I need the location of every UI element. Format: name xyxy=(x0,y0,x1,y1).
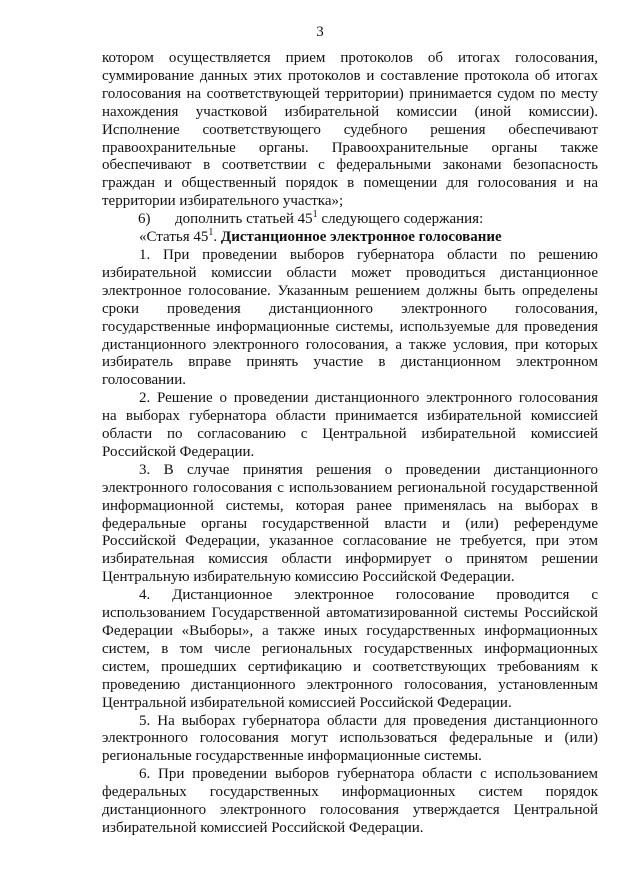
item-text: дополнить статьей 45 xyxy=(175,211,313,228)
item-superscript: 1 xyxy=(312,209,318,221)
article-dot: . xyxy=(213,229,221,246)
document-body xyxy=(102,50,598,838)
article-paragraph-3: 3. В случае принятия решения о проведении дистанционного электронного голосования с использованием региональной государственной информационной системы, которая ранее применялась на выборах в федеральные органы государственной власти и (или) референдуме Российской Федерации, указанное согласование не требуется, при этом избирательная комиссия области информирует о принятом решении Центральную избирательную комиссию Российской Федерации. xyxy=(102,461,598,586)
article-title: Дистанционное электронное голосование xyxy=(220,229,502,246)
item-marker: 6) xyxy=(138,211,151,228)
article-paragraph-6: 6. При проведении выборов губернатора области с использованием федеральных государственных информационных систем порядок дистанционного электронного голосования утверждается Центральной избирательной комиссией Российской Федерации. xyxy=(102,766,598,836)
article-heading xyxy=(102,229,598,247)
page-number: 3 xyxy=(316,24,324,40)
article-paragraph-5: 5. На выборах губернатора области для проведения дистанционного электронного голосования могут использоваться федеральные и (или) региональные государственные информационные системы. xyxy=(102,712,598,765)
article-paragraph-2: 2. Решение о проведении дистанционного электронного голосования на выборах губернатора области принимается избирательной комиссией области по согласованию с Центральной избирательной комиссией Российской Федерации. xyxy=(102,390,598,460)
amendment-item-6 xyxy=(102,211,598,229)
article-prefix: «Статья 45 xyxy=(139,229,209,246)
article-superscript: 1 xyxy=(208,227,214,239)
intro-paragraph: котором осуществляется прием протоколов об итогах голосования, суммирование данных этих протоколов и составление протокола об итогах голосования на соответствующей территории) принимается судом по месту нахождения участковой избирательной комиссии (иной комиссии). Исполнение соответствующего судебного решения обеспечивают правоохранительные органы. Правоохранительные органы также обеспечивают в соответствии с федеральными законами безопасность граждан и общественный порядок в помещении для голосования и на территории избирательного участка»; xyxy=(102,50,598,210)
article-paragraph-4: 4. Дистанционное электронное голосование проводится с использованием Государственной автоматизированной системы Российской Федерации «Выборы», а также иных государственных информационных систем, в том числе региональных государственных информационных систем, прошедших сертификацию и соответствующих требованиям к проведению дистанционного электронного голосования, установленным Центральной избирательной комиссией Российской Федерации. xyxy=(102,587,598,711)
item-text-end: следующего содержания: xyxy=(317,211,484,228)
article-paragraph-1: 1. При проведении выборов губернатора области по решению избирательной комиссии области может проводиться дистанционное электронное голосование. Указанным решением должны быть определены сроки проведения дистанционного электронного голосования, государственные информационные системы, используемые для проведения дистанционного электронного голосования, а также условия, при которых избиратель вправе принять участие в дистанционном электронном голосовании. xyxy=(102,246,598,389)
